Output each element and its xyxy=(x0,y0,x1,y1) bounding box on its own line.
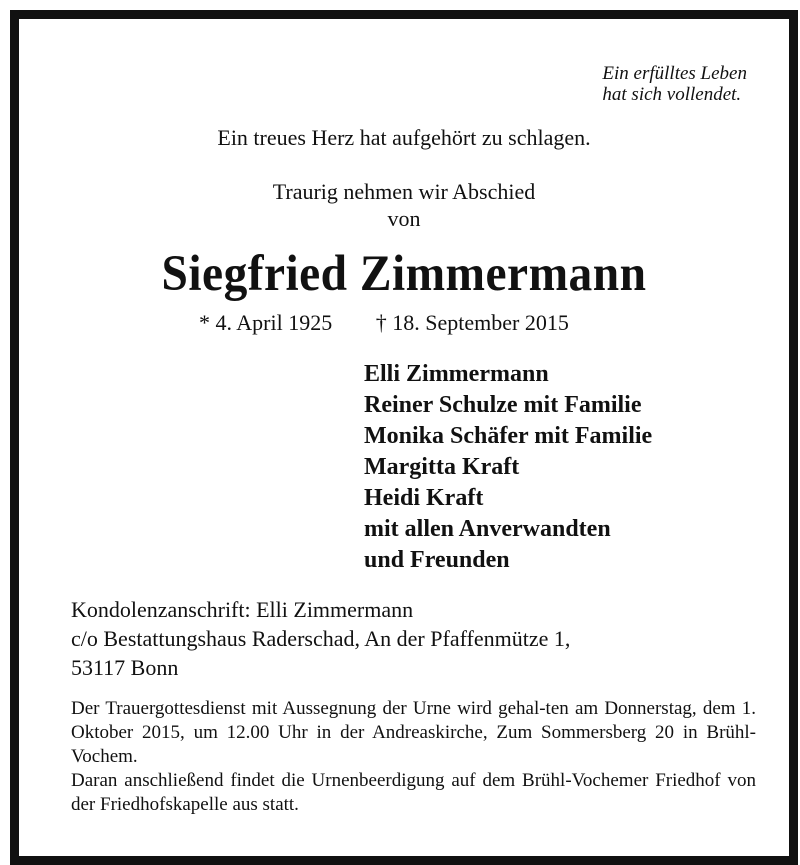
motto-line-1: Ein erfülltes Leben xyxy=(602,63,747,84)
motto xyxy=(602,63,747,105)
address-line-3: 53117 Bonn xyxy=(71,655,179,680)
farewell-line-1: Traurig nehmen wir Abschied xyxy=(272,179,536,204)
farewell-line-2: von xyxy=(387,206,421,231)
intro-text: Ein treues Herz hat aufgehört zu schlagen. xyxy=(217,125,591,150)
motto-line-2: hat sich vollendet. xyxy=(602,84,742,105)
mourner: und Freunden xyxy=(364,547,510,573)
address-line-2: c/o Bestattungshaus Raderschad, An der Pfaffenmütze 1, xyxy=(71,626,571,651)
burial-paragraph: Daran anschließend findet die Urnenbeerdigung auf dem Brühl-Vochemer Friedhof von der Friedhofskapelle aus statt. xyxy=(71,770,756,815)
address-line-1: Kondolenzanschrift: Elli Zimmermann xyxy=(71,597,414,622)
obituary-content xyxy=(19,19,789,856)
life-dates xyxy=(199,310,569,336)
birth-date: * 4. April 1925 xyxy=(199,310,333,335)
death-date: † 18. September 2015 xyxy=(375,310,569,335)
mourner: Heidi Kraft xyxy=(364,485,484,511)
mourners-list xyxy=(364,359,652,576)
burial-info xyxy=(71,769,756,817)
mourner: Elli Zimmermann xyxy=(364,361,549,387)
obituary-frame xyxy=(10,10,798,865)
mourner: Reiner Schulze mit Familie xyxy=(364,392,642,418)
mourner: Margitta Kraft xyxy=(364,454,520,480)
deceased-name: Siegfried Zimmermann xyxy=(161,246,647,302)
service-info xyxy=(71,697,756,769)
mourner: mit allen Anverwandten xyxy=(364,516,611,542)
condolence-address xyxy=(71,595,570,682)
service-paragraph: Der Trauergottesdienst mit Aussegnung der Urne wird gehal-ten am Donnerstag, dem 1. Oktober 2015, um 12.00 Uhr in der Andreaskirche, Zum Sommersberg 20 in Brühl-Vochem. xyxy=(71,698,756,767)
mourner: Monika Schäfer mit Familie xyxy=(364,423,653,449)
